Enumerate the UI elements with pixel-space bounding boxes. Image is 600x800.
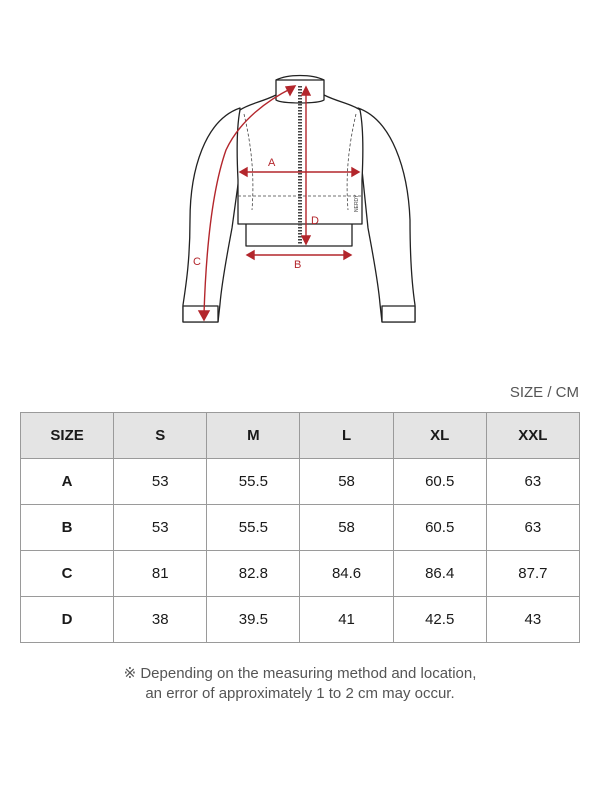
label-a: A <box>268 157 276 169</box>
cell: 38 <box>114 597 207 643</box>
cell: 55.5 <box>207 459 300 505</box>
cell: 86.4 <box>393 551 486 597</box>
header-l: L <box>300 413 393 459</box>
header-xl: XL <box>393 413 486 459</box>
jacket-outline <box>183 76 415 323</box>
size-table <box>20 412 580 643</box>
row-label: B <box>21 505 114 551</box>
table-row <box>21 505 580 551</box>
cell: 60.5 <box>393 459 486 505</box>
row-label: D <box>21 597 114 643</box>
right-sleeve <box>358 108 415 322</box>
table-row <box>21 551 580 597</box>
header-s: S <box>114 413 207 459</box>
row-label: C <box>21 551 114 597</box>
cell: 60.5 <box>393 505 486 551</box>
table-header-row <box>21 413 580 459</box>
cell: 43 <box>486 597 579 643</box>
cell: 53 <box>114 505 207 551</box>
row-label: A <box>21 459 114 505</box>
label-b: B <box>294 259 302 271</box>
note-line-1: ※ Depending on the measuring method and location, <box>123 665 477 682</box>
cell: 53 <box>114 459 207 505</box>
header-size: SIZE <box>21 413 114 459</box>
cell: 63 <box>486 505 579 551</box>
cell: 84.6 <box>300 551 393 597</box>
header-xxl: XXL <box>486 413 579 459</box>
collar-top <box>276 76 324 81</box>
jacket-diagram <box>0 0 600 360</box>
cell: 82.8 <box>207 551 300 597</box>
unit-label: SIZE / CM <box>509 384 579 401</box>
right-cuff <box>382 306 415 322</box>
cell: 42.5 <box>393 597 486 643</box>
table-row <box>21 459 580 505</box>
note-line-2: an error of approximately 1 to 2 cm may occur. <box>145 685 455 702</box>
cell: 63 <box>486 459 579 505</box>
label-c: C <box>193 256 201 268</box>
brand-tag: NERDY <box>354 194 360 212</box>
cell: 39.5 <box>207 597 300 643</box>
cell: 41 <box>300 597 393 643</box>
cell: 55.5 <box>207 505 300 551</box>
table-row <box>21 597 580 643</box>
cell: 58 <box>300 505 393 551</box>
cell: 81 <box>114 551 207 597</box>
cell: 87.7 <box>486 551 579 597</box>
label-d: D <box>311 215 319 227</box>
cell: 58 <box>300 459 393 505</box>
header-m: M <box>207 413 300 459</box>
collar <box>276 80 324 103</box>
measurement-note <box>0 664 600 704</box>
